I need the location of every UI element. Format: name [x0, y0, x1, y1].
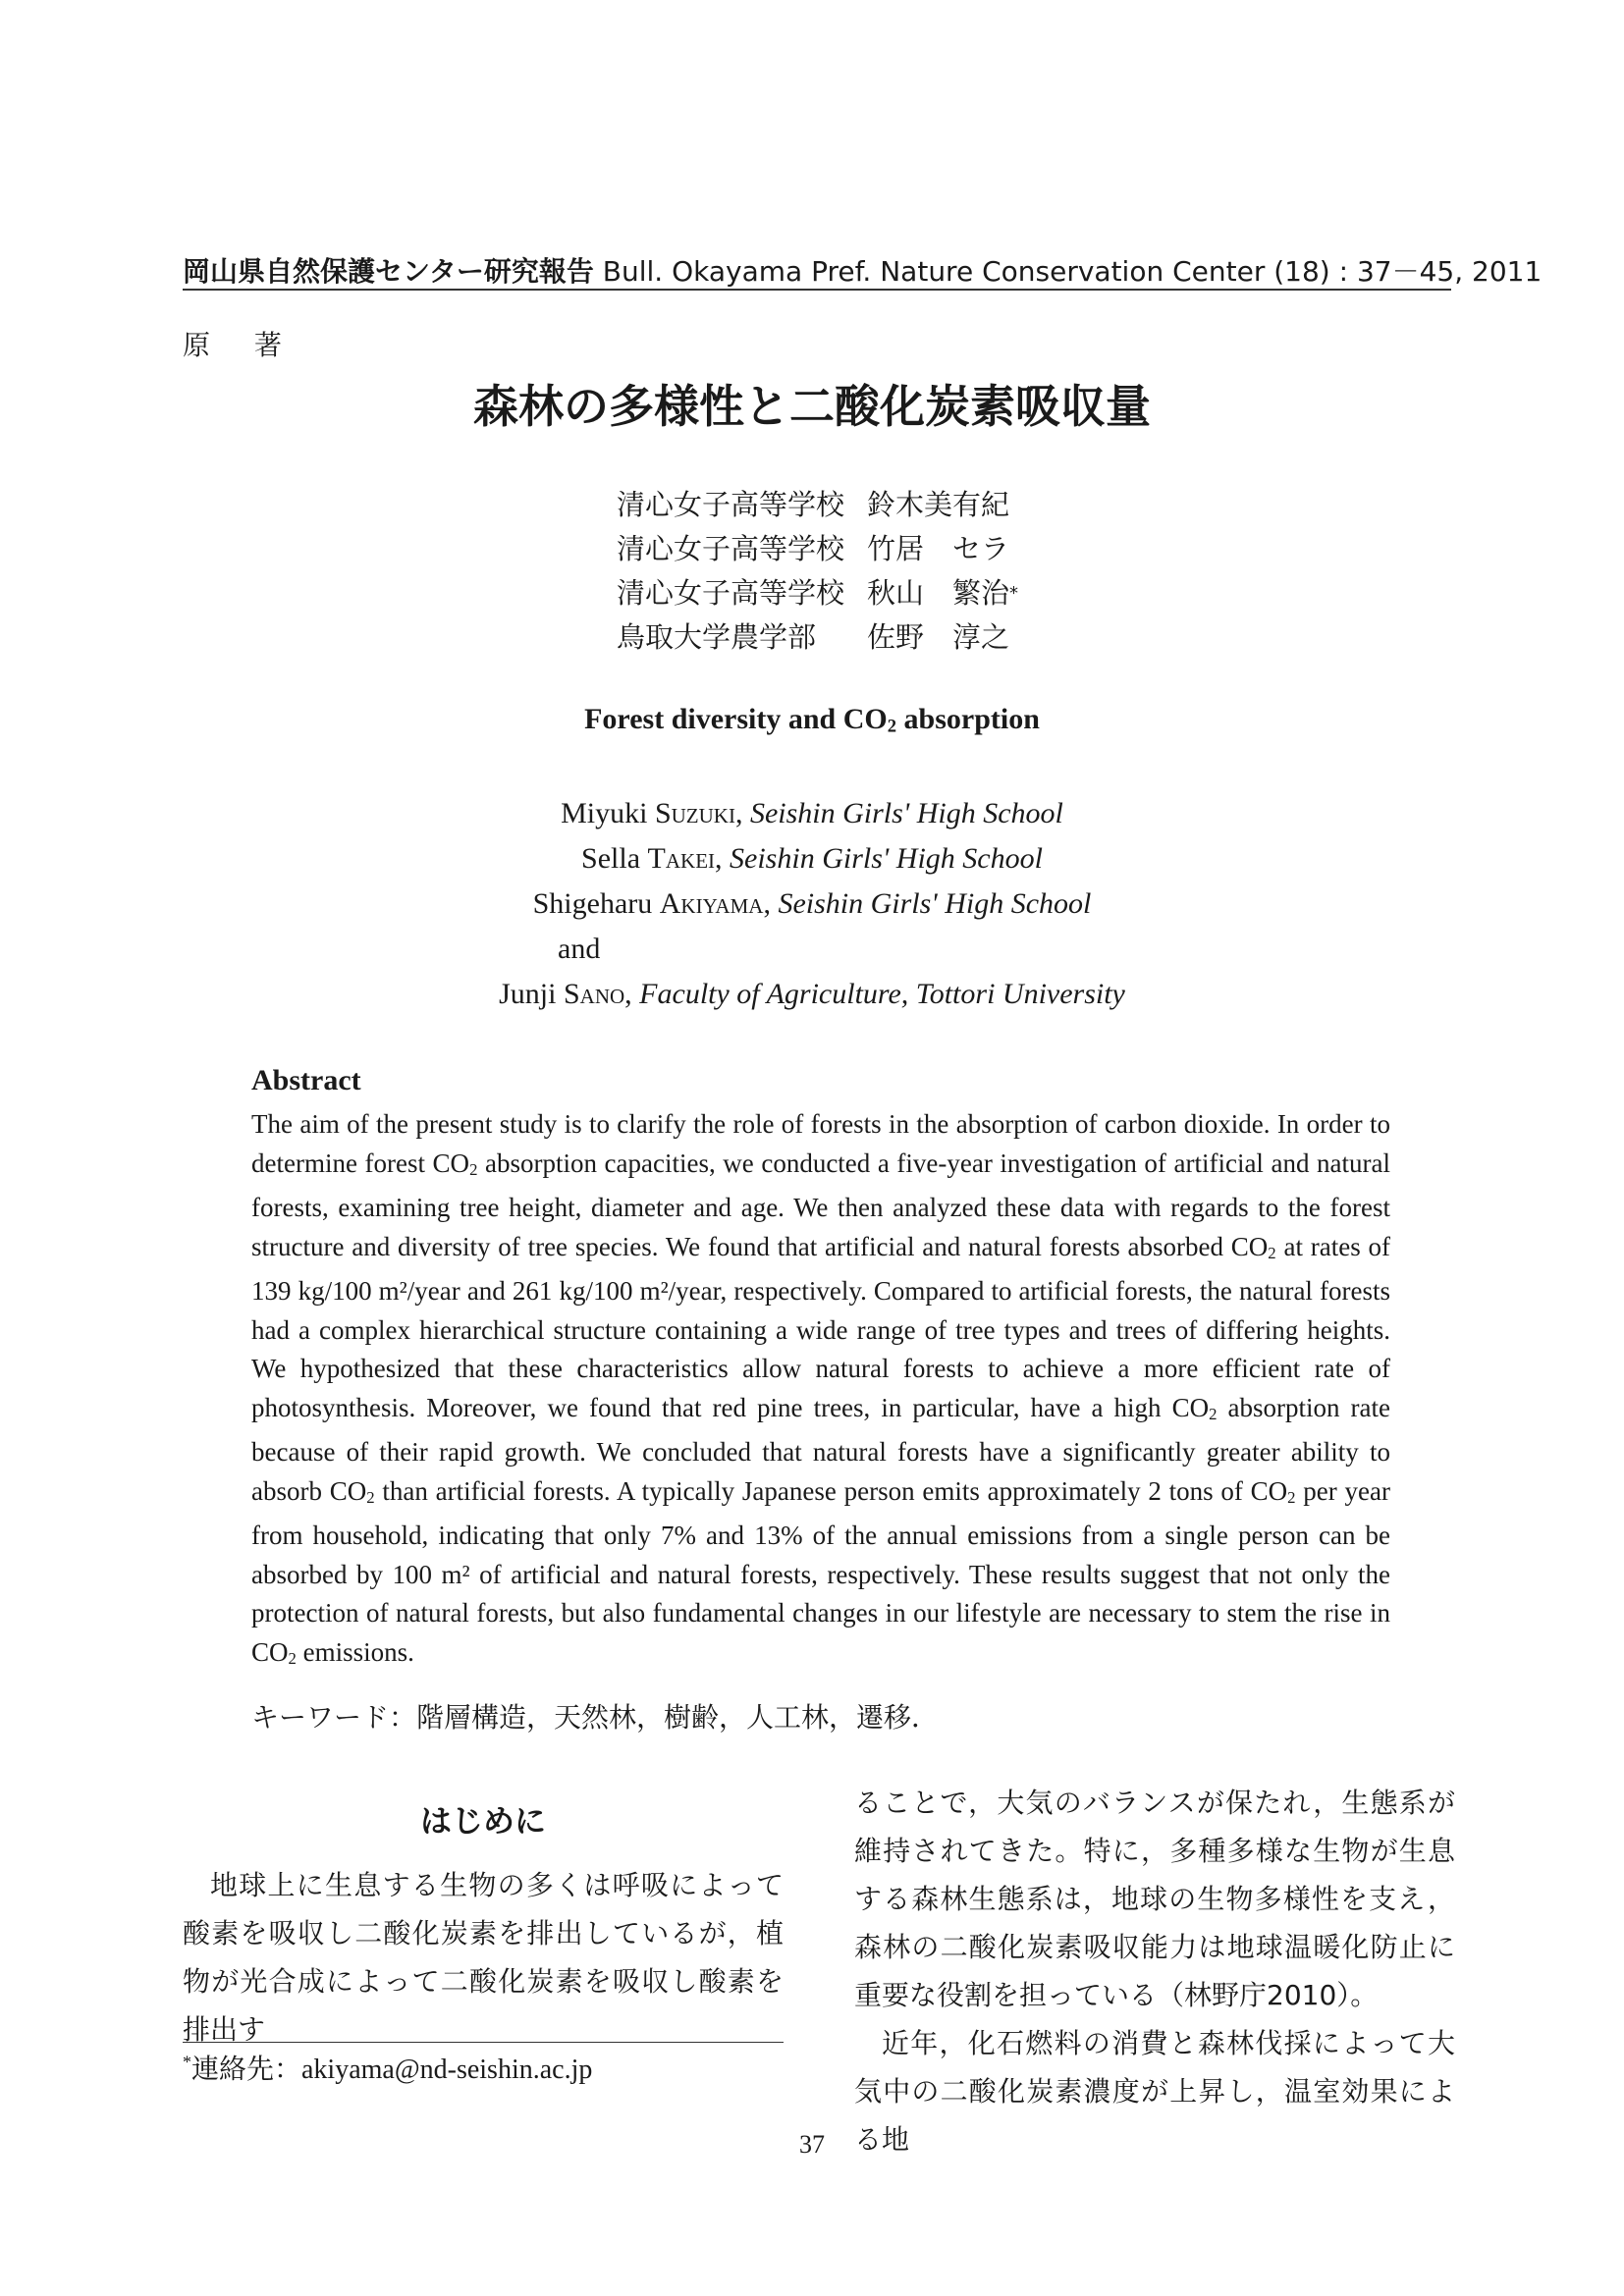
intro-paragraph: ることで，大気のバランスが保たれ，生態系が維持されてきた。特に，多種多様な生物が生息する森林生態系は，地球の生物多様性を支え，森林の二酸化炭素吸収能力は地球温暖化防止に重要な役割を担っている（林野庁2010）。 — [854, 1787, 1455, 2011]
article-type: 原 著 — [183, 329, 299, 361]
page-number: 37 — [799, 2130, 825, 2159]
title-en-subscript: 2 — [887, 716, 897, 737]
footnote — [183, 2048, 592, 2087]
abstract-subscript: 2 — [366, 1487, 375, 1507]
author-jp-row — [617, 483, 1018, 527]
author-en-row — [0, 881, 1624, 927]
author-family-name: Suzuki — [654, 797, 735, 829]
authors-jp — [617, 483, 1018, 660]
keywords: キーワード：階層構造，天然林，樹齢，人工林，遷移． — [251, 1701, 940, 1734]
abstract-text-segment: than artificial forests. A typically Japanese person emits approximately 2 tons of CO — [374, 1475, 1288, 1506]
author-affiliation-en: Seishin Girls' High School — [778, 887, 1092, 920]
author-given-name: Sella — [581, 842, 648, 875]
title-en — [0, 703, 1624, 737]
intro-paragraph: 地球上に生息する生物の多くは呼吸によって酸素を吸収し二酸化炭素を排出しているが，植物が光合成によって二酸化炭素を吸収し酸素を排出す — [183, 1869, 784, 2046]
author-affiliation-jp: 清心女子高等学校 — [617, 532, 845, 565]
intro-paragraph: 近年，化石燃料の消費と森林伐採によって大気中の二酸化炭素濃度が上昇し，温室効果による地 — [854, 2027, 1455, 2156]
title-en-text: absorption — [896, 703, 1040, 735]
author-affiliation-jp: 清心女子高等学校 — [617, 576, 845, 610]
title-en-text: Forest diversity and CO — [584, 703, 888, 735]
author-separator: , — [734, 797, 750, 829]
author-affiliation-en: Faculty of Agriculture, Tottori University — [639, 978, 1125, 1010]
abstract-subscript: 2 — [288, 1648, 297, 1668]
abstract-heading: Abstract — [251, 1064, 361, 1096]
author-name-jp: 佐野 淳之 — [867, 620, 1010, 654]
abstract-text-segment: emissions. — [296, 1636, 414, 1667]
title-jp: 森林の多様性と二酸化炭素吸収量 — [473, 380, 1151, 433]
intro-left-column — [183, 1796, 784, 2054]
author-affiliation-en: Seishin Girls' High School — [730, 842, 1043, 875]
footnote-rule — [183, 2042, 784, 2043]
author-en-row — [0, 836, 1624, 881]
author-separator: , — [763, 887, 779, 920]
author-name-jp: 竹居 セラ — [867, 532, 1010, 565]
author-name-jp: 鈴木美有紀 — [867, 488, 1010, 521]
authors-and: and — [558, 933, 601, 965]
abstract-text-segment: absorption capacities, we conducted a five-year investigation of artificial and natural forests, examining tree height, diameter and age. We then analyzed these data with regards to the forest structure and diversity of tree species. We found that artificial and natural forests absorbed CO — [251, 1148, 1390, 1261]
journal-citation-en: Bull. Okayama Pref. Nature Conservation Center (18) : 37－45, 2011 — [602, 255, 1543, 288]
abstract-text-segment: The aim of the present study is to clarify the role of forests in the absorption of carbon dioxide. In order to determine forest CO — [251, 1109, 1390, 1178]
author-affiliation-jp: 清心女子高等学校 — [617, 488, 845, 521]
author-affiliation-en: Seishin Girls' High School — [749, 797, 1063, 829]
abstract-subscript: 2 — [469, 1159, 478, 1179]
author-jp-row — [617, 615, 1018, 660]
author-affiliation-jp: 鳥取大学農学部 — [617, 620, 817, 654]
author-given-name: Miyuki — [561, 797, 655, 829]
abstract-subscript: 2 — [1287, 1487, 1296, 1507]
intro-right-column — [854, 1779, 1455, 2163]
abstract-text — [251, 1105, 1390, 1678]
author-given-name: Shigeharu — [532, 887, 660, 920]
author-separator: , — [715, 842, 731, 875]
section-heading: はじめに — [419, 1802, 546, 1840]
author-family-name: Sano — [563, 978, 625, 1010]
footnote-text: 連絡先：akiyama@nd-seishin.ac.jp — [191, 2055, 593, 2085]
author-jp-row — [617, 571, 1018, 615]
author-name-jp: 秋山 繁治 — [867, 576, 1010, 610]
author-given-name: Junji — [499, 978, 564, 1010]
author-family-name: Akiyama — [659, 887, 764, 920]
abstract-text-segment: absorption rate because of their rapid growth. We concluded that natural forests have a significantly greater ability to absorb CO — [251, 1392, 1390, 1506]
footnote-mark: * — [183, 2052, 191, 2072]
author-separator: , — [624, 978, 640, 1010]
author-family-name: Takei — [647, 842, 716, 875]
author-en-row — [0, 791, 1624, 836]
abstract-text-segment: at rates of 139 kg/100 m²/year and 261 kg/100 m²/year, respectively. Compared to artificial forests, the natural forests had a complex hierarchical structure containing a wide range of tree types and trees of differing heights. We hypothesized that these characteristics allow natural forests to achieve a more efficient rate of photosynthesis. Moreover, we found that red pine trees, in particular, have a high CO — [251, 1231, 1390, 1422]
corresponding-mark: * — [1009, 583, 1019, 604]
abstract-subscript: 2 — [1209, 1404, 1218, 1423]
abstract-text-segment: per year from household, indicating that only 7% and 13% of the annual emissions from a single person can be absorbed by 100 m² of artificial and natural forests, respectively. These results suggest that not only the protection of natural forests, but also fundamental changes in our lifestyle are necessary to stem the rise in CO — [251, 1475, 1390, 1667]
header-rule — [183, 289, 1451, 291]
authors-en — [0, 791, 1624, 1017]
journal-name-jp: 岡山県自然保護センター研究報告 — [183, 255, 594, 288]
author-jp-row — [617, 527, 1018, 571]
abstract-subscript: 2 — [1268, 1243, 1276, 1262]
journal-header — [183, 250, 1543, 290]
author-en-row — [0, 972, 1624, 1017]
